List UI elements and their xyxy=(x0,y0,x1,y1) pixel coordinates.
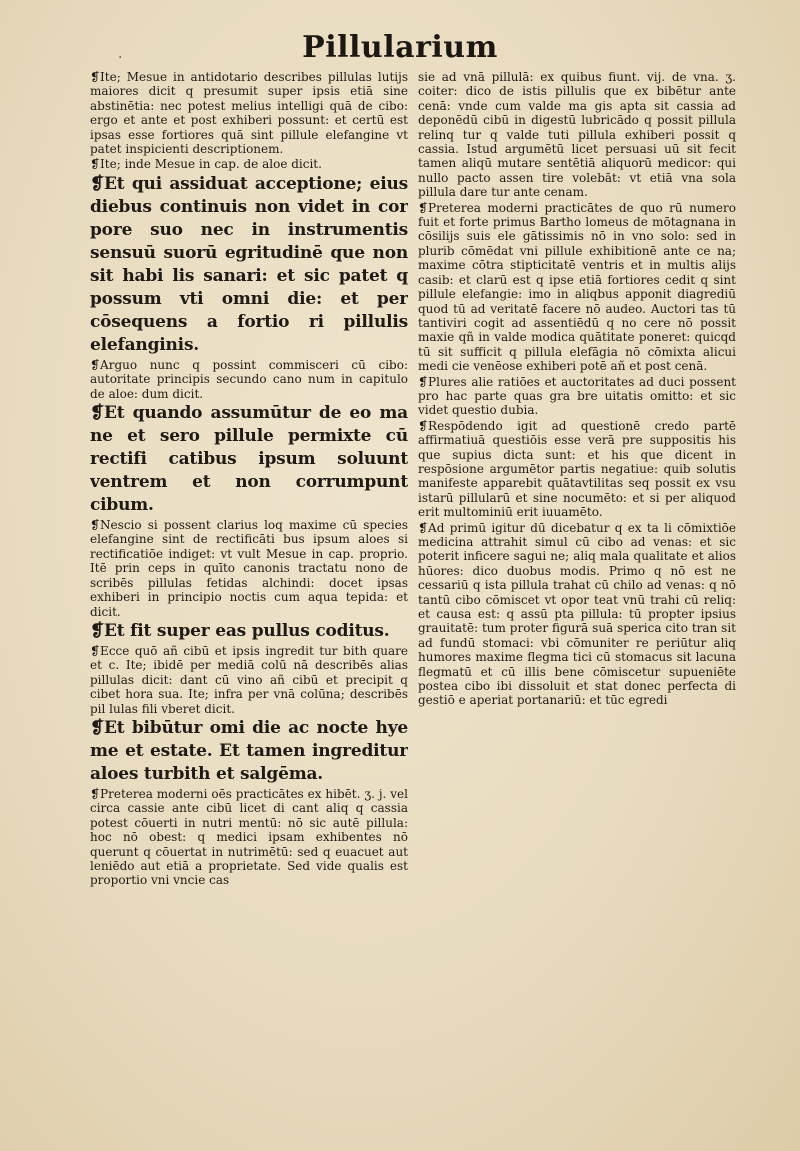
paragraph: ❡Plures alie ratiōes et auctoritates ad duci possent pro hac parte quas gra bre uitatis omitto: et sic videt questio dubia. xyxy=(418,374,736,418)
quotation-paragraph: ❡Et qui assiduat acceptione; eius diebus continuis non videt in cor pore suo nec in instrumentis sensuū suorū egritudinē que non sit habi lis sanari: et sic patet q possum vti omni die: et per cōsequens a fortio ri pillulis elefanginis. xyxy=(90,173,408,355)
quotation-paragraph: ❡Et fit super eas pullus coditus. xyxy=(90,620,390,641)
paragraph: ❡Arguo nunc q possint commisceri cū cibo: autoritate principis secundo cano num in capitulo de aloe: dum dicit. xyxy=(90,357,408,401)
paragraph: ❡Preterea moderni oēs practicātes ex hibēt. ʒ. j. vel circa cassie ante cibū licet di cant aliq q cassia potest cōuerti in nutri mentū: nō sic autē pillula: hoc nō obest: q medici ipsam exhibentes nō querunt q cōuertat in nutrimētū: sed q euacuet aut leniēdo aut etiā a proprietate. Sed vide qualis est proportio vni vncie cas xyxy=(90,786,408,888)
paragraph: ❡Ecce quō añ cibū et ipsis ingredit tur bith quare et c. Ite; ibidē per mediā colū nā describēs alias pillulas dicit: dant cū vino añ cibū et precipit q cibet hora sua. Ite; infra per vnā colūna; describēs pil lulas fili vberet dicit. xyxy=(90,643,408,716)
quotation-paragraph: ❡Et quando assumūtur de eo ma ne et sero pillule permixte cū rectifi catibus ipsum soluunt ventrem et non corrumpunt cibum. xyxy=(90,403,408,516)
paragraph: ❡Respōdendo igit ad questionē credo partē affirmatiuā questiōis esse verā pre suppositis his que supius dicta sunt: et his que dicent in respōsione argumētor partis negatiue: quib solutis manifeste apparebit quātavtilitas seq possit ex vsu istarū pillularū et sine nocumēto: et si per aliquod erit multominiū erit iuuamēto. xyxy=(418,418,736,520)
running-title: Pillularium xyxy=(302,30,498,65)
right-column xyxy=(418,70,736,1120)
quotation-paragraph: ❡Et bibūtur omi die ac nocte hye me et estate. Et tamen ingreditur aloes turbith et salgēma. xyxy=(90,717,408,784)
paragraph: sie ad vnā pillulā: ex quibus fiunt. vij. de vna. ʒ. coiter: dico de istis pillulis que ex bibētur ante cenā: vnde cum valde ma gis apta sit cassia ad deponēdū cibū in digestū lubricādo q possit pillula relinq tur q valde tuti pillula exhiberi possit q cassia. Istud argumētū licet persuasi uū sit fecit tamen aliqū mutare sentētiā aliquorū medicor: qui nullo pacto assen tire volebāt: vt etiā vna sola pillula dare tur ante cenam. xyxy=(418,70,736,200)
paragraph: ❡Ite; inde Mesue in cap. de aloe dicit. xyxy=(90,157,322,172)
folio-mark: · xyxy=(118,50,123,66)
paragraph: ❡Ite; Mesue in antidotario describes pillulas lutijs maiores dicit q presumit super ipsis etiā sine abstinētia: nec potest melius intelligi quā de cibo: ergo et ante et post exhiberi possunt: et certū est ipsas esse fortiores quā sint pillule elefangine vt patet inspicienti descriptionem. xyxy=(90,70,408,157)
paragraph: ❡Nescio si possent clarius loq maxime cū species elefangine sint de rectificāti bus ipsum aloes si rectificatiōe indiget: vt vult Mesue in cap. proprio. Itē prin ceps in quīto canonis tractatu nono de scribēs pillulas fetidas alchindi: docet ipsas exhiberi in principio noctis cum aqua tepida: et dicit. xyxy=(90,518,408,619)
left-column xyxy=(90,70,408,1120)
paragraph: ❡Ad primū igitur dū dicebatur q ex ta li cōmixtiōe medicina attrahit simul cū cibo ad venas: et sic poterit inficere sagui ne; aliq mala qualitate et alios hūores: dico duobus modis. Primo q nō est ne cessariū q ista pillula trahat cū chilo ad venas: q nō tantū cibo cōmiscet vt opor teat vnū trahi cū reliq: et causa est: q assū pta pillula: tū propter ipsius grauitatē: tum proter figurā suā sperica cito tran sit ad fundū stomaci: vbi cōmuniter re periūtur aliq humores maxime flegma tici cū stomacus sit lacuna flegmatū et cū illis bene cōmiscetur supueniēte postea cibo ibi dissoluit et stat donec perfecta di gestiō e aperiat portanariū: et tūc egredi xyxy=(418,520,736,708)
paragraph: ❡Preterea moderni practicātes de quo rū numero fuit et forte primus Bartho lomeus de mōtagnana in cōsilijs suis ele gātissimis nō in vno solo: sed in plurib cōmēdat vni pillule exhibitionē ante ce na; maxime cōtra stipticitatē ventris et in multis alijs casib: et clarū est q ipse etiā fortiores cedit q sint pillule elefangie: imo in aliqbus apponit diagrediū quod tū ad veritatē facere nō audeo. Auctori tas tū tantiviri cogit ad assentiēdū q no cere nō possit maxie qñ in valde modica quātitate poneret: quicqd tū sit sufficit q pillula elefāgia nō cōmixta alicui medi cie venēose exhiberi potē añ et post cenā. xyxy=(418,200,736,374)
